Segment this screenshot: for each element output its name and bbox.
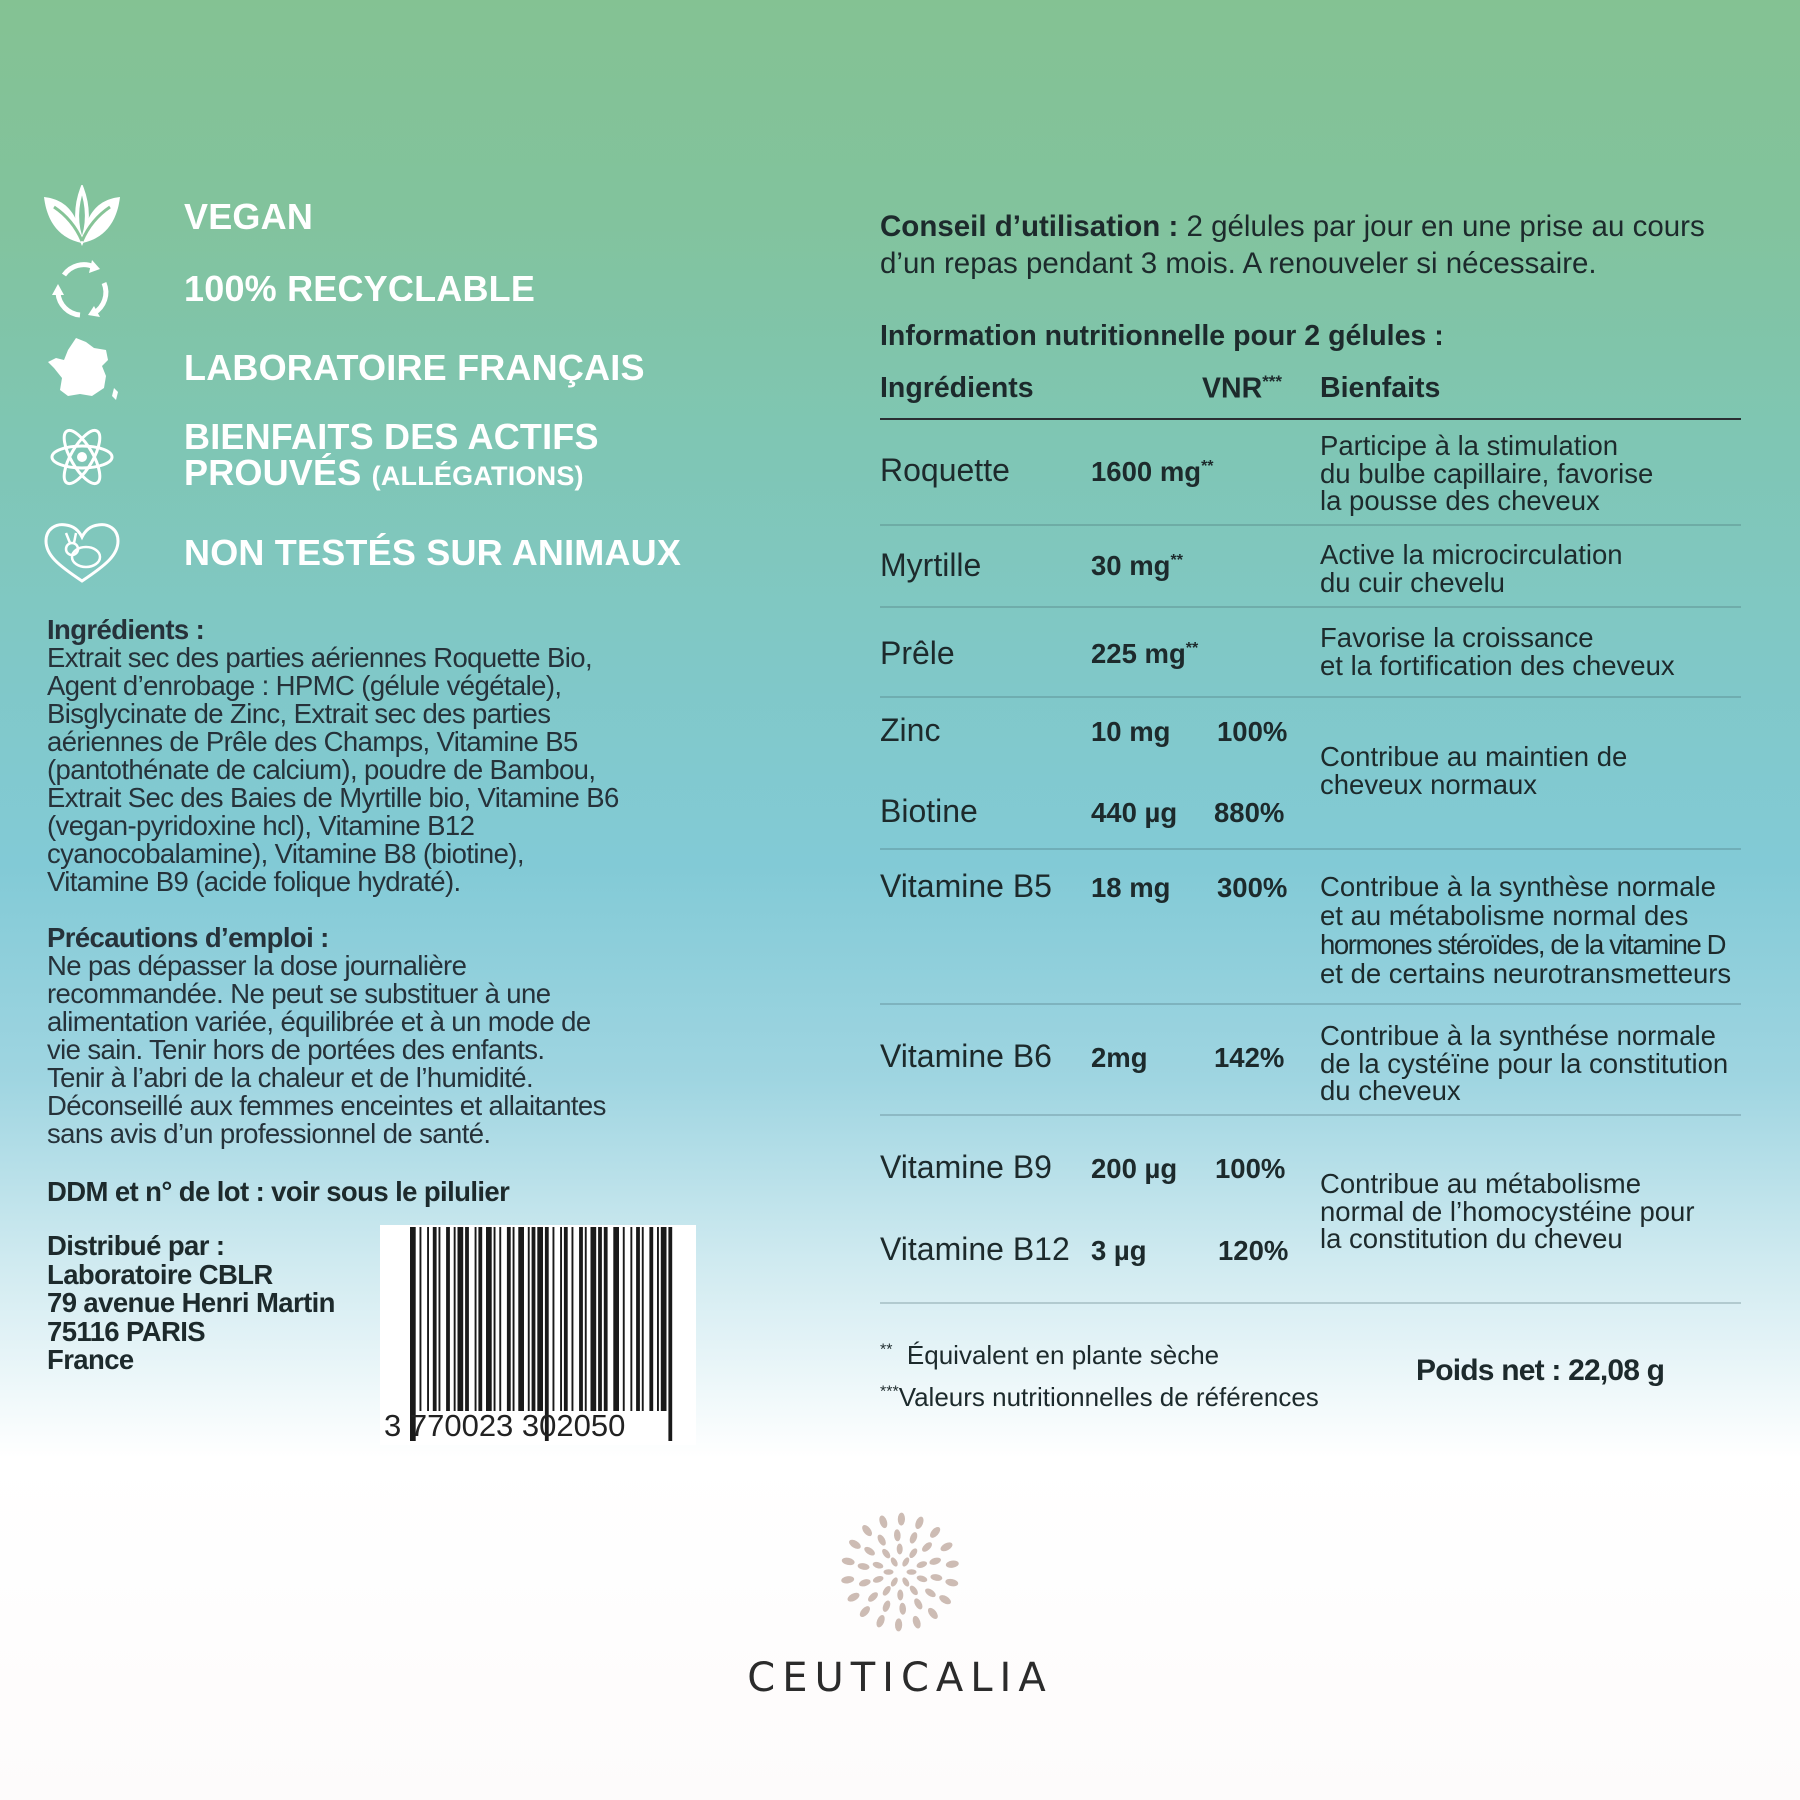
row-name-b6: Vitamine B6: [880, 1038, 1052, 1074]
logo-petal: [901, 1576, 911, 1587]
logo-petal: [926, 1606, 940, 1621]
logo-petal: [881, 1547, 892, 1559]
badge-laboratoire: [42, 332, 645, 404]
logo-petal: [878, 1514, 889, 1529]
barcode-bar: [572, 1227, 574, 1411]
barcode-bar: [420, 1227, 422, 1411]
barcode-bar: [579, 1227, 583, 1411]
row-divider: [880, 696, 1741, 698]
logo-petal: [939, 1541, 954, 1554]
usage-advice-label: Conseil d’utilisation :: [880, 210, 1179, 243]
benefit-b9-b12: Contribue au métabolisme normal de l’homocystéine pour la constitution du cheveu: [1320, 1168, 1695, 1254]
barcode-bar: [636, 1227, 640, 1411]
logo-petal: [847, 1538, 862, 1551]
barcode-bar: [454, 1227, 456, 1411]
row-name-b9: Vitamine B9: [880, 1149, 1052, 1185]
logo-petal: [912, 1597, 924, 1611]
logo-petal: [894, 1529, 901, 1541]
barcode-bar: [475, 1227, 477, 1411]
logo-petal: [860, 1523, 874, 1538]
barcode-bar: [564, 1227, 568, 1411]
logo-petal: [857, 1562, 870, 1570]
precautions-line: Déconseillé aux femmes enceintes et allaitantes: [47, 1090, 606, 1121]
logo-petal: [841, 1575, 855, 1584]
footnote-plante: ** Équivalent en plante sèche: [880, 1340, 1220, 1370]
logo-petal: [908, 1547, 919, 1559]
badge-vegan: [42, 185, 313, 249]
row-qty: 200 µg: [1091, 1153, 1178, 1184]
barcode-bar: [661, 1227, 667, 1411]
usage-advice-text2: d’un repas pendant 3 mois. A renouveler si nécessaire.: [880, 247, 1597, 280]
barcode-bar: [458, 1227, 464, 1411]
row-divider: [880, 1114, 1741, 1116]
ingredients-line: aériennes de Prêle des Champs, Vitamine B5: [47, 726, 578, 757]
logo-petal: [881, 1585, 892, 1597]
header-ingredients: Ingrédients: [880, 372, 1034, 404]
precautions-line: sans avis d’un professionnel de santé.: [47, 1118, 491, 1149]
row-divider: [880, 524, 1741, 526]
precautions-heading: Précautions d’emploi :: [47, 922, 329, 953]
badge-laboratoire-label: LABORATOIRE FRANÇAIS: [184, 347, 645, 388]
barcode-bar: [591, 1227, 597, 1411]
distributor-line: 75116 PARIS: [47, 1315, 205, 1347]
benefit-roquette: Participe à la stimulation du bulbe capillaire, favorise la pousse des cheveux: [1320, 430, 1654, 516]
badge-bienfaits-line2: PROUVÉS: [184, 452, 362, 493]
row-vnr: 100%: [1215, 1153, 1286, 1184]
row-qty: 10 mg: [1091, 716, 1171, 747]
ingredients-block: [47, 616, 687, 896]
logo-petal: [908, 1531, 919, 1545]
precautions-line: recommandée. Ne peut se substituer à une: [47, 978, 551, 1009]
logo-petal: [901, 1556, 911, 1567]
ingredients-line: cyanocobalamine), Vitamine B8 (biotine),: [47, 838, 524, 869]
ingredients-line: Vitamine B9 (acide folique hydraté).: [47, 866, 461, 897]
usage-advice-text: 2 gélules par jour en une prise au cours: [1178, 210, 1705, 243]
benefit-zinc-biotine: Contribue au maintien de cheveux normaux: [1320, 741, 1628, 800]
barcode-bar: [433, 1227, 437, 1411]
recycle-icon: [42, 257, 122, 321]
brand-name: CEUTICALIA: [747, 1655, 1053, 1701]
logo-petal: [930, 1573, 943, 1581]
row-qty: 18 mg: [1091, 872, 1171, 903]
logo-petal: [914, 1515, 925, 1530]
barcode-bar: [537, 1227, 543, 1411]
ingredients-line: Agent d’enrobage : HPMC (gélule végétale),: [47, 670, 562, 701]
barcode-bar: [446, 1227, 450, 1411]
leaves-icon: [42, 185, 122, 249]
row-name-b12: Vitamine B12: [880, 1231, 1070, 1267]
barcode-bar: [604, 1227, 608, 1411]
badge-bienfaits-line1: BIENFAITS DES ACTIFS: [184, 416, 599, 457]
logo-petal: [875, 1614, 886, 1629]
logo-petal: [938, 1593, 953, 1606]
logo-petal: [881, 1599, 892, 1613]
row-vnr: 100%: [1217, 716, 1288, 747]
barcode-bar: [657, 1227, 659, 1411]
logo-petal: [841, 1557, 855, 1567]
logo-petal: [928, 1556, 941, 1566]
badge-bienfaits-label: [184, 416, 599, 494]
logo-petal: [884, 1569, 894, 1575]
distributor-line: Laboratoire CBLR: [47, 1258, 273, 1290]
row-divider: [880, 848, 1741, 850]
logo-petal: [945, 1560, 959, 1569]
ingredients-line: Extrait sec des parties aériennes Roquette Bio,: [47, 642, 593, 673]
barcode-bar: [642, 1227, 644, 1411]
distributor-line: France: [47, 1344, 134, 1375]
distributor-line: Distribué par :: [47, 1230, 225, 1261]
badge-recyclable: [42, 257, 535, 321]
row-divider: [880, 1003, 1741, 1005]
logo-petal: [872, 1575, 884, 1584]
distributor-address: [47, 1232, 335, 1375]
precautions-line: Tenir à l’abri de la chaleur et de l’humidité.: [47, 1062, 534, 1093]
logo-petal: [908, 1584, 919, 1596]
row-qty: 440 µg: [1091, 797, 1178, 828]
badge-bienfaits: [42, 416, 599, 494]
row-qty: 3 µg: [1091, 1235, 1147, 1266]
badge-non-testes-label: NON TESTÉS SUR ANIMAUX: [184, 532, 682, 573]
row-qty: 1600 mg**: [1091, 456, 1214, 487]
barcode-bar: [439, 1227, 441, 1411]
barcode-bar: [486, 1227, 492, 1411]
usage-advice: [880, 208, 1760, 282]
logo-petal: [858, 1578, 871, 1588]
ceuticalia-flower-logo: [838, 1510, 962, 1634]
barcode-bar: [553, 1227, 555, 1411]
benefit-myrtille: Active la microcirculation du cuir chevelu: [1320, 539, 1623, 598]
logo-petal: [907, 1569, 917, 1575]
row-name-roquette: Roquette: [880, 452, 1010, 488]
footnote-vnr: ***Valeurs nutritionnelles de références: [880, 1382, 1319, 1412]
barcode-bar: [598, 1227, 602, 1411]
ingredients-line: Extrait Sec des Baies de Myrtille bio, Vitamine B6: [47, 782, 619, 813]
row-name-b5: Vitamine B5: [880, 868, 1052, 904]
logo-petal: [916, 1574, 928, 1583]
logo-petal: [895, 1618, 903, 1631]
barcode-bar: [507, 1227, 511, 1411]
precautions-line: alimentation variée, équilibrée et à un mode de: [47, 1006, 591, 1037]
precautions-line: Ne pas dépasser la dose journalière: [47, 950, 467, 981]
header-vnr: VNR***: [1202, 372, 1283, 405]
logo-petal: [846, 1591, 861, 1604]
logo-petal: [866, 1591, 879, 1604]
logo-petal: [916, 1560, 928, 1569]
row-qty: 30 mg**: [1091, 550, 1183, 581]
badge-non-testes: [42, 521, 681, 585]
row-vnr: 120%: [1218, 1235, 1289, 1266]
benefit-b6: Contribue à la synthése normale de la cystéïne pour la constitution du cheveux: [1320, 1020, 1729, 1106]
logo-petal: [897, 1589, 903, 1600]
logo-petal: [889, 1556, 899, 1567]
logo-petal: [858, 1604, 872, 1619]
logo-petal: [876, 1533, 888, 1547]
precautions-line: vie sain. Tenir hors de portées des enfants.: [47, 1034, 545, 1065]
ingredients-heading: Ingrédients :: [47, 614, 205, 645]
barcode-number: 3 770023 302050: [384, 1408, 626, 1443]
ddm-lot-info: DDM et n° de lot : voir sous le pilulier: [47, 1176, 510, 1207]
table-header-rule: [880, 418, 1741, 420]
net-weight: Poids net : 22,08 g: [1416, 1354, 1665, 1387]
row-name-zinc: Zinc: [880, 712, 941, 748]
atom-icon: [42, 425, 122, 489]
logo-petal: [920, 1541, 933, 1554]
barcode-bar: [427, 1227, 429, 1411]
row-name-prele: Prêle: [880, 635, 955, 671]
row-vnr: 300%: [1217, 872, 1288, 903]
logo-petal: [897, 1543, 903, 1554]
logo-petal: [945, 1578, 959, 1588]
rabbit-heart-icon: [42, 521, 122, 585]
ingredients-line: Bisglycinate de Zinc, Extrait sec des parties: [47, 698, 551, 729]
barcode-bar: [613, 1227, 619, 1411]
row-qty: 225 mg**: [1091, 638, 1199, 669]
france-map-icon: [42, 332, 122, 404]
row-vnr: 142%: [1214, 1042, 1285, 1073]
barcode-bar: [494, 1227, 496, 1411]
barcode-bar: [585, 1227, 587, 1411]
logo-petal: [899, 1602, 906, 1614]
logo-petal: [898, 1513, 906, 1526]
barcode-bar: [518, 1227, 524, 1411]
barcode-bar: [532, 1227, 536, 1411]
row-qty: 2mg: [1091, 1042, 1148, 1073]
benefit-b5: Contribue à la synthèse normale et au métabolisme normal des hormones stéroïdes, de la vitamine D et de certains neurotransmetteurs: [1320, 871, 1732, 989]
barcode-bar: [668, 1227, 672, 1441]
barcode-bar: [478, 1227, 482, 1411]
row-divider: [880, 1302, 1741, 1304]
badge-vegan-label: VEGAN: [184, 196, 314, 237]
ingredients-line: (vegan-pyridoxine hcl), Vitamine B12: [47, 810, 475, 841]
logo-petal: [924, 1587, 938, 1599]
nutrition-title: Information nutritionnelle pour 2 gélules :: [880, 320, 1444, 352]
logo-petal: [872, 1561, 884, 1570]
barcode-bar: [560, 1227, 562, 1411]
barcode-bar: [465, 1227, 469, 1411]
badge-recyclable-label: 100% RECYCLABLE: [184, 268, 536, 309]
row-name-myrtille: Myrtille: [880, 547, 982, 583]
distributor-line: 79 avenue Henri Martin: [47, 1287, 335, 1318]
row-vnr: 880%: [1214, 797, 1285, 828]
barcode-bar: [528, 1227, 530, 1411]
header-bienfaits: Bienfaits: [1320, 372, 1441, 404]
precautions-block: [47, 924, 687, 1148]
barcode-bar: [499, 1227, 501, 1411]
badge-bienfaits-sub: (ALLÉGATIONS): [371, 461, 584, 491]
benefit-prele: Favorise la croissance et la fortification des cheveux: [1320, 622, 1675, 681]
logo-petal: [863, 1545, 877, 1557]
ingredients-line: (pantothénate de calcium), poudre de Bambou,: [47, 754, 596, 785]
barcode-bar: [649, 1227, 653, 1411]
barcode-bar: [623, 1227, 625, 1411]
logo-petal: [911, 1615, 922, 1630]
logo-petal: [928, 1525, 942, 1540]
barcode-bar: [630, 1227, 632, 1411]
barcode-bar: [513, 1227, 515, 1411]
row-name-biotine: Biotine: [880, 793, 978, 829]
logo-petal: [889, 1576, 899, 1587]
row-divider: [880, 606, 1741, 608]
